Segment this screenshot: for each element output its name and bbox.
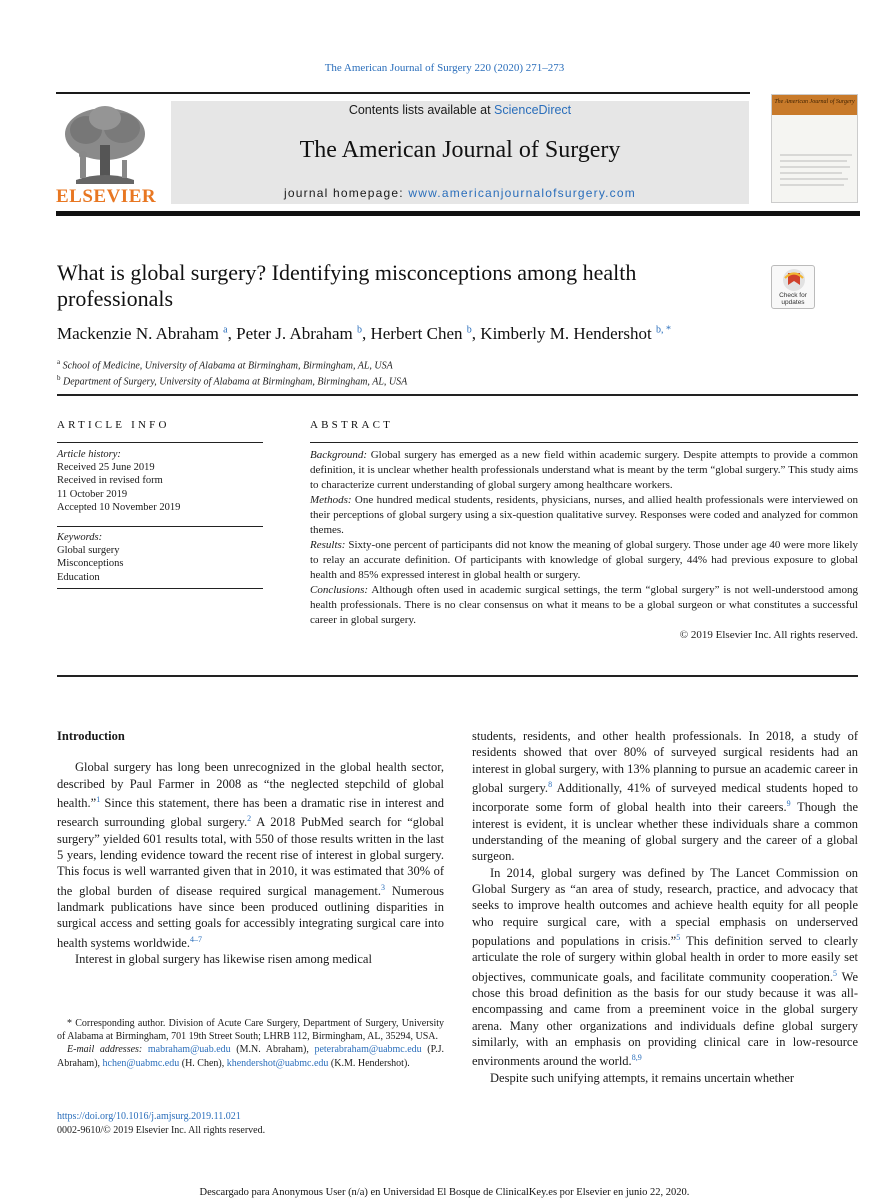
author-affiliation-mark[interactable]: a xyxy=(223,324,228,336)
citation-link[interactable]: 1 xyxy=(96,794,101,804)
abstract-text: Sixty-one percent of participants did not know the meaning of global surgery. Those under age 40 were more likely to relay an accurate definition. Of participants with knowledge of global surgery, 44% had previous exposure to global health and 85% expressed interest in global health or surgery. xyxy=(310,539,858,581)
author-name[interactable]: Kimberly M. Hendershot xyxy=(480,324,652,343)
body-text: Since this statement, there has been a dramatic rise in interest and research surrounding global surgery. xyxy=(57,796,444,830)
corresponding-author-footnote xyxy=(57,1017,444,1070)
article-history xyxy=(57,448,180,514)
abstract-results xyxy=(310,538,858,583)
body-text: students, residents, and other health professionals. In 2018, a study of residents showed that over 80% of surveyed surgical residents had an interest in global surgery, with 13% planning to pursue an academic career in global surgery. xyxy=(472,729,858,796)
homepage-prefix: journal homepage: xyxy=(284,186,404,200)
affiliations xyxy=(57,356,407,389)
abstract-heading: ABSTRACT xyxy=(310,419,394,431)
author-list: Mackenzie N. Abraham $^a$, Peter J. Abraham $^b$, Herbert Chen $^b$, Kimberly M. Hendershot $^{b, *}$ xyxy=(57,324,671,343)
section-divider xyxy=(57,675,858,677)
email-owner: (K.M. Hendershot). xyxy=(328,1057,410,1069)
citation-link[interactable]: 3 xyxy=(381,882,386,892)
footnote-corresponding: * Corresponding author. Division of Acute Care Surgery, Department of Surgery, University of Alabama at Birmingham, 701 19th Street South; LHRB 112, Birmingham, AL, 35294, USA. xyxy=(57,1018,444,1043)
section-divider xyxy=(57,394,858,396)
article-title: What is global surgery? Identifying misconceptions among health professionals xyxy=(57,260,637,311)
email-link[interactable]: khendershot@uabmc.edu xyxy=(226,1057,329,1069)
history-item: Accepted 10 November 2019 xyxy=(57,501,181,513)
article-info-rule xyxy=(57,588,263,589)
body-paragraph xyxy=(472,728,858,865)
body-text: Numerous landmark publications have since been produced outlining disparities in surgical access and setting goals for accessibly integrating surgical care into health systems worldwide. xyxy=(57,883,444,950)
email-owner: (M.N. Abraham), xyxy=(230,1044,315,1056)
email-label: E-mail addresses: xyxy=(67,1044,143,1056)
article-info-heading: ARTICLE INFO xyxy=(57,419,170,431)
masthead-top-rule xyxy=(56,92,750,94)
journal-name: The American Journal of Surgery xyxy=(299,137,621,163)
contents-line xyxy=(171,103,749,117)
citation-link[interactable]: 4–7 xyxy=(189,934,202,944)
abstract-copyright: © 2019 Elsevier Inc. All rights reserved. xyxy=(679,629,858,641)
author-name[interactable]: Mackenzie N. Abraham xyxy=(57,324,219,343)
body-text: Global surgery has long been unrecognized in the global health sector, described by Paul Farmer in 2008 as “the neglected stepchild of global health.” xyxy=(57,760,444,811)
abstract-conclusions xyxy=(310,583,858,628)
citation-link[interactable]: 5 xyxy=(832,968,837,978)
journal-masthead xyxy=(56,92,860,216)
abstract-label: Methods: xyxy=(310,494,352,506)
keyword-item: Education xyxy=(57,571,100,583)
body-text: We chose this broad definition as the basis for our study because it was all-encompassing and came from a preeminent voice in the global surgery arena. Many other organizations and individuals define global surgery similarly, with an emphasis on providing clinical care in low-resource environments around the world. xyxy=(472,969,859,1069)
journal-homepage-link[interactable]: www.americanjournalofsurgery.com xyxy=(408,186,636,200)
cover-contents-lines xyxy=(772,115,858,203)
body-text: A 2018 PubMed search for “global surgery” yielded 601 results total, with 550 of those results written in the last 5 years, lending evidence toward the recent rise of interest in global surgery. This focus is well warranted given that in 2010, it was estimated that 30% of the global burden of disease required surgical management. xyxy=(57,815,444,898)
history-label: Article history: xyxy=(57,449,121,460)
journal-homepage-line xyxy=(171,186,749,200)
affiliation-mark: b xyxy=(57,374,61,383)
contents-prefix: Contents lists available at xyxy=(348,103,491,117)
body-paragraph xyxy=(57,759,444,951)
author-affiliation-mark[interactable]: b xyxy=(466,324,472,336)
affiliation-mark: a xyxy=(57,358,61,366)
email-owner: (H. Chen), xyxy=(179,1057,227,1069)
crossmark-icon xyxy=(772,267,816,293)
author-affiliation-mark[interactable]: b xyxy=(356,324,362,336)
abstract-background xyxy=(310,448,858,493)
masthead-bottom-rule xyxy=(56,211,860,216)
masthead-banner xyxy=(171,101,749,204)
affiliation-item xyxy=(57,356,407,372)
email-link[interactable]: mabraham@uab.edu xyxy=(147,1044,231,1056)
issn-line: 0002-9610/© 2019 Elsevier Inc. All rights reserved. xyxy=(57,1124,266,1136)
affiliation-text: School of Medicine, University of Alabama at Birmingham, Birmingham, AL, USA xyxy=(62,360,393,372)
article-info-rule xyxy=(57,526,263,527)
body-column-left xyxy=(57,728,444,967)
citation-link[interactable]: 5 xyxy=(676,932,681,942)
sciencedirect-link[interactable]: ScienceDirect xyxy=(494,103,572,117)
keywords-label: Keywords: xyxy=(57,532,103,543)
email-owner: (P.J. Abraham), xyxy=(57,1044,444,1069)
download-notice: Descargado para Anonymous User (n/a) en Universidad El Bosque de ClinicalKey.es por Elsevier en junio 22, 2020. xyxy=(199,1187,690,1198)
abstract-methods xyxy=(310,493,858,538)
keyword-item: Misconceptions xyxy=(57,558,124,570)
introduction-heading: Introduction xyxy=(57,729,125,743)
abstract-text: One hundred medical students, residents, physicians, nurses, and allied health professionals were interviewed on their perceptions of global surgery using a six-question qualitative survey. Responses were coded and analyzed for common themes. xyxy=(310,494,858,536)
history-item: 11 October 2019 xyxy=(57,488,128,500)
footnote-emails xyxy=(57,1043,444,1069)
citation-link[interactable]: 8,9 xyxy=(631,1053,642,1063)
cover-band xyxy=(772,95,857,115)
body-paragraph xyxy=(472,865,858,1070)
author-name[interactable]: Herbert Chen xyxy=(370,324,463,343)
author-name[interactable]: Peter J. Abraham xyxy=(236,324,353,343)
abstract-label: Conclusions: xyxy=(310,584,369,596)
author-affiliation-mark[interactable]: b, * xyxy=(655,324,671,336)
abstract-body xyxy=(310,448,858,643)
body-text: In 2014, global surgery was defined by The Lancet Commission on Global Surgery as “an area of study, research, practice, and advocacy that seeks to improve health outcomes and achieve health equity for all people who require surgical care, with a special emphasis on underserved populations and populations in crisis.” xyxy=(472,865,858,949)
affiliation-text: Department of Surgery, University of Alabama at Birmingham, Birmingham, AL, USA xyxy=(63,376,408,388)
abstract-label: Background: xyxy=(310,449,368,461)
abstract-text: Global surgery has emerged as a new field within academic surgery. Despite attempts to provide a common definition, it is unclear whether health professionals understand what is meant by the term “global surgery.” This study aims to characterize current understanding of global surgery among healthcare workers. xyxy=(310,449,858,491)
body-column-right xyxy=(472,728,858,1086)
doi-block xyxy=(57,1110,265,1137)
keyword-item: Global surgery xyxy=(57,545,120,557)
doi-link[interactable]: https://doi.org/10.1016/j.amjsurg.2019.11.021 xyxy=(57,1111,241,1122)
abstract-text: Although often used in academic surgical settings, the term “global surgery” is not well-understood among health professionals. There is no clear consensus on what it means to be a global surgeon or what constitutes a successful career in global surgery. xyxy=(310,584,858,626)
body-text: This definition served to clearly articulate the role of surgery within global health in order to more easily set objectives, communicate goals, and facilitate community cooperation. xyxy=(472,934,858,984)
email-link[interactable]: peterabraham@uabmc.edu xyxy=(314,1044,422,1056)
citation-link[interactable]: 2 xyxy=(247,814,252,824)
citation-link[interactable]: 9 xyxy=(786,799,791,809)
abstract-rule xyxy=(310,442,858,443)
check-for-updates-button[interactable] xyxy=(771,265,815,309)
running-head[interactable]: The American Journal of Surgery 220 (2020) 271–273 xyxy=(324,62,565,74)
cover-title: The American Journal of Surgery xyxy=(774,99,855,105)
affiliation-item xyxy=(57,372,407,388)
body-text: Additionally, 41% of surveyed medical students hoped to incorporate some form of global health into their careers. xyxy=(472,781,858,815)
citation-link[interactable]: 8 xyxy=(548,779,553,789)
crossmark-caption: Check for updates xyxy=(779,292,807,306)
body-paragraph: Interest in global surgery has likewise risen among medical xyxy=(75,952,372,967)
journal-cover-thumbnail[interactable] xyxy=(771,94,858,203)
history-item: Received 25 June 2019 xyxy=(57,462,155,474)
body-paragraph: Despite such unifying attempts, it remains uncertain whether xyxy=(490,1070,795,1085)
keywords xyxy=(57,531,124,584)
abstract-label: Results: xyxy=(310,539,346,551)
email-link[interactable]: hchen@uabmc.edu xyxy=(102,1057,180,1069)
history-item: Received in revised form xyxy=(57,475,163,487)
elsevier-wordmark: ELSEVIER xyxy=(56,186,157,207)
body-text: Though the interest is evident, it is unclear whether these individuals share a common understanding of the meaning of global surgery and the career of a global surgeon. xyxy=(472,800,858,864)
article-info-rule xyxy=(57,442,263,443)
